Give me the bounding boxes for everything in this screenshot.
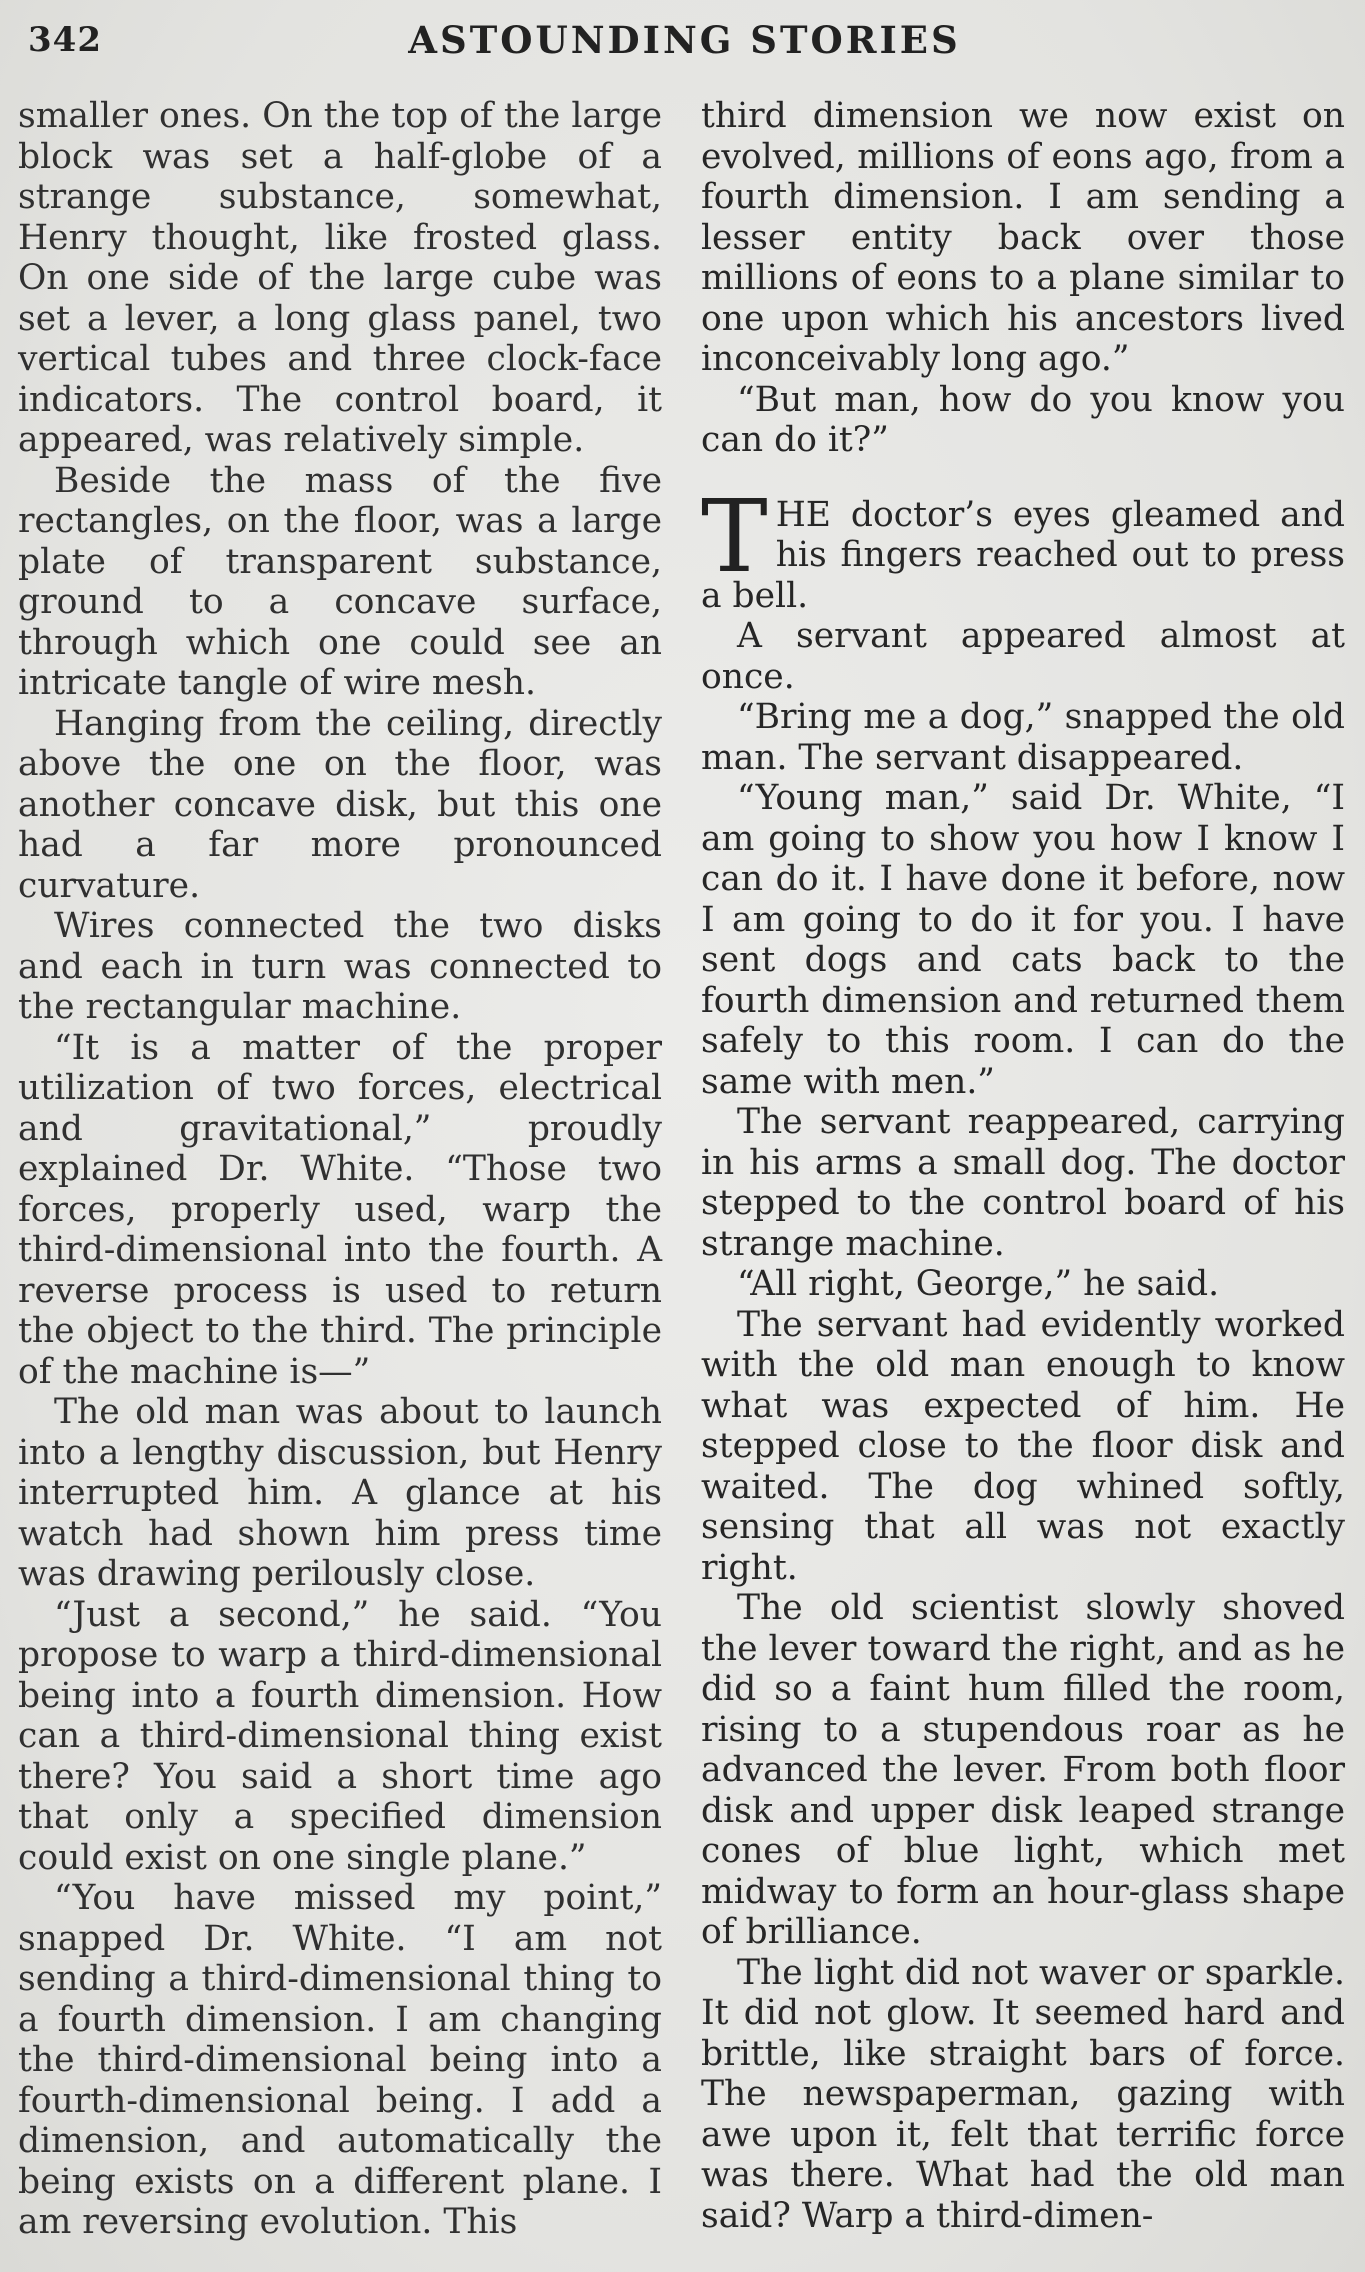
paragraph: A servant appeared almost at once. [701,616,1345,697]
section-break [701,461,1345,495]
paragraph: The old man was about to launch into a lengthy discussion, but Henry interrupted him. A glance at his watch had shown him press time was drawing perilously close. [18,1392,662,1594]
paragraph: Beside the mass of the five rectangles, on the floor, was a large plate of transparent substance, ground to a concave surface, through which one could see an intricate tangle of wire mesh. [18,460,662,703]
paragraph: “It is a matter of the proper utilization of two forces, electrical and gravitational,” proudly explained Dr. White. “Those two forces, properly used, warp the third-dimensional into the fourth. A reverse process is used to return the object to the third. The principle of the machine is—” [18,1027,662,1392]
paragraph: Hanging from the ceiling, directly above the one on the floor, was another concave disk, but this one had a far more pronounced curvature. [18,703,662,906]
right-column-rest [701,616,1345,2236]
page-header [18,8,1351,70]
left-column [18,96,662,2243]
paragraph: third dimension we now exist on evolved, millions of eons ago, from a fourth dimension. I am sending a lesser entity back over those millions of eons to a plane similar to one upon which his ancestors lived inconceivably long ago.” [701,96,1345,379]
page-number: 342 [28,20,102,60]
paragraph: “You have missed my point,” snapped Dr. White. “I am not sending a third-dimensional thing to a fourth dimension. I am changing the third-dimensional being into a fourth-dimensional being. I add a dimension, and automatically the being exists on a different plane. I am reversing evolution. This [18,1878,662,2242]
paragraph: “But man, how do you know you can do it?” [701,379,1345,460]
paragraph: The old scientist slowly shoved the lever toward the right, and as he did so a faint hum filled the room, rising to a stupendous roar as he advanced the lever. From both floor disk and upper disk leaped strange cones of blue light, which met midway to form an hour-glass shape of brilliance. [701,1588,1345,1952]
paragraph: smaller ones. On the top of the large block was set a half-globe of a strange substance, somewhat, Henry thought, like frosted glass. On one side of the large cube was set a lever, a long glass panel, two vertical tubes and three clock-face indicators. The control board, it appeared, was relatively simple. [18,96,662,460]
section-opening-text: HE doctor’s eyes gleamed and his fingers reached out to press a bell. [701,494,1345,616]
text-columns [18,96,1345,2243]
right-column [701,96,1345,2243]
drop-cap: T [701,477,768,595]
paragraph: “Young man,” said Dr. White, “I am going to show you how I know I can do it. I have done it before, now I am going to do it for you. I have sent dogs and cats back to the fourth dimension and returned them safely to this room. I can do the same with men.” [701,778,1345,1102]
paragraph: Wires connected the two disks and each in turn was connected to the rectangular machine. [18,906,662,1027]
paragraph: The light did not waver or sparkle. It did not glow. It seemed hard and brittle, like straight bars of force. The newspaperman, gazing with awe upon it, felt that terrific force was there. What had the old man said? Warp a third-dimen- [701,1952,1345,2236]
right-column-top [701,96,1345,461]
running-head: ASTOUNDING STORIES [408,18,961,62]
paragraph: The servant had evidently worked with the old man enough to know what was expected of him. He stepped close to the floor disk and waited. The dog whined softly, sensing that all was not exactly right. [701,1304,1345,1588]
section-opening-paragraph [701,477,1345,617]
paragraph: “Bring me a dog,” snapped the old man. The servant disappeared. [701,697,1345,778]
paragraph: “All right, George,” he said. [737,1264,1220,1304]
paragraph: The servant reappeared, carrying in his arms a small dog. The doctor stepped to the control board of his strange machine. [701,1102,1345,1264]
paragraph: “Just a second,” he said. “You propose to warp a third-dimensional being into a fourth dimension. How can a third-dimensional thing exist there? You said a short time ago that only a specified dimension could exist on one single plane.” [18,1594,662,1878]
